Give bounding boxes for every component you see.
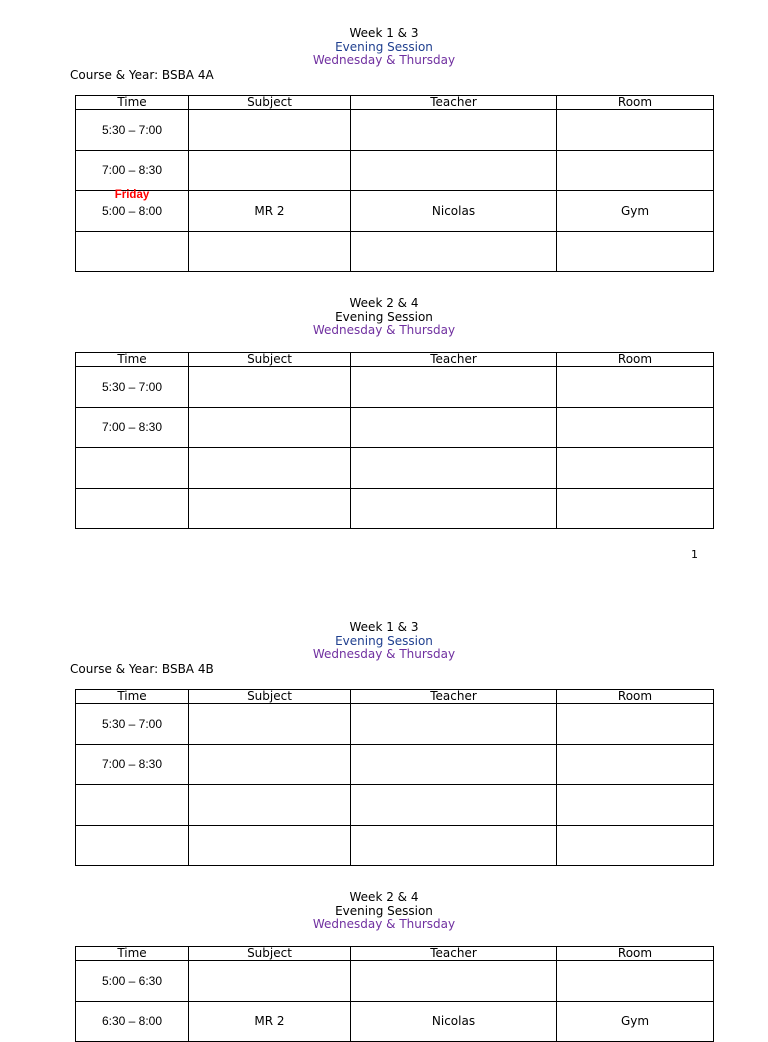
table-header-row [76,690,714,704]
schedule-table-p2-s2 [75,946,714,1042]
time-cell [76,448,189,489]
teacher-cell [351,367,557,408]
subject-cell [189,110,351,151]
teacher-cell [351,231,557,272]
time-text: 5:00 – 8:00 [101,203,163,218]
table-header-row [76,353,714,367]
session-title: Evening Session [335,309,433,324]
subject-cell: MR 2 [189,1001,351,1042]
teacher-cell [351,407,557,448]
subject-cell [189,825,351,866]
col-header-time: Time [76,690,189,704]
days-title: Wednesday & Thursday [312,323,456,337]
session-title: Evening Session [335,633,433,648]
subject-cell [189,367,351,408]
table-header-row [76,947,714,961]
table-row [76,367,714,408]
days-title: Wednesday & Thursday [312,53,456,67]
time-cell [76,191,189,232]
room-cell [557,407,714,448]
course-year-label: Course & Year: BSBA 4B [70,662,214,676]
table-row [76,407,714,448]
room-cell [557,150,714,191]
teacher-cell: Nicolas [351,1001,557,1042]
week-title: Week 1 & 3 [349,26,419,40]
room-cell [557,110,714,151]
subject-cell [189,961,351,1002]
session-title: Evening Session [335,903,433,918]
room-cell: Gym [557,191,714,232]
col-header-room: Room [557,690,714,704]
table-row [76,704,714,745]
time-cell: 5:00 – 6:30 [76,961,189,1002]
col-header-teacher: Teacher [351,96,557,110]
time-cell [76,231,189,272]
room-cell [557,825,714,866]
page-number: 1 [691,548,698,561]
subject-cell [189,407,351,448]
col-header-time: Time [76,947,189,961]
p1-s2-heading [0,297,768,338]
table-row [76,1001,714,1042]
room-cell: Gym [557,1001,714,1042]
col-header-teacher: Teacher [351,947,557,961]
room-cell [557,785,714,826]
time-cell: 5:30 – 7:00 [76,367,189,408]
table-row [76,744,714,785]
friday-note: Friday [114,189,150,201]
time-cell: 7:00 – 8:30 [76,150,189,191]
col-header-subject: Subject [189,947,351,961]
col-header-room: Room [557,947,714,961]
subject-cell [189,150,351,191]
room-cell [557,744,714,785]
subject-cell [189,488,351,529]
schedule-table-p1-s1 [75,95,714,272]
week-title: Week 2 & 4 [349,296,419,310]
table-row [76,961,714,1002]
table-row [76,110,714,151]
time-cell: 6:30 – 8:00 [76,1001,189,1042]
days-title: Wednesday & Thursday [312,917,456,931]
col-header-subject: Subject [189,353,351,367]
col-header-time: Time [76,96,189,110]
col-header-subject: Subject [189,690,351,704]
week-title: Week 1 & 3 [349,620,419,634]
table-row [76,785,714,826]
room-cell [557,448,714,489]
teacher-cell [351,825,557,866]
subject-cell [189,448,351,489]
col-header-teacher: Teacher [351,353,557,367]
subject-cell [189,785,351,826]
p2-s2-heading [0,891,768,932]
course-year-label: Course & Year: BSBA 4A [70,68,214,82]
col-header-room: Room [557,353,714,367]
col-header-subject: Subject [189,96,351,110]
teacher-cell [351,961,557,1002]
table-row [76,448,714,489]
table-row [76,825,714,866]
room-cell [557,367,714,408]
week-title: Week 2 & 4 [349,890,419,904]
teacher-cell: Nicolas [351,191,557,232]
room-cell [557,488,714,529]
time-cell: 5:30 – 7:00 [76,110,189,151]
table-row [76,191,714,232]
time-cell: 7:00 – 8:30 [76,744,189,785]
subject-cell [189,704,351,745]
teacher-cell [351,150,557,191]
table-row [76,488,714,529]
room-cell [557,961,714,1002]
room-cell [557,704,714,745]
days-title: Wednesday & Thursday [312,647,456,661]
teacher-cell [351,704,557,745]
room-cell [557,231,714,272]
teacher-cell [351,488,557,529]
time-cell [76,825,189,866]
col-header-time: Time [76,353,189,367]
teacher-cell [351,785,557,826]
session-title: Evening Session [335,39,433,54]
teacher-cell [351,448,557,489]
p1-s1-heading [0,27,768,68]
table-header-row [76,96,714,110]
time-cell: 5:30 – 7:00 [76,704,189,745]
time-cell [76,785,189,826]
table-row [76,231,714,272]
subject-cell [189,231,351,272]
schedule-table-p1-s2 [75,352,714,529]
subject-cell: MR 2 [189,191,351,232]
col-header-room: Room [557,96,714,110]
teacher-cell [351,744,557,785]
time-cell [76,488,189,529]
teacher-cell [351,110,557,151]
p2-s1-heading [0,621,768,662]
schedule-table-p2-s1 [75,689,714,866]
subject-cell [189,744,351,785]
table-row [76,150,714,191]
col-header-teacher: Teacher [351,690,557,704]
time-cell: 7:00 – 8:30 [76,407,189,448]
